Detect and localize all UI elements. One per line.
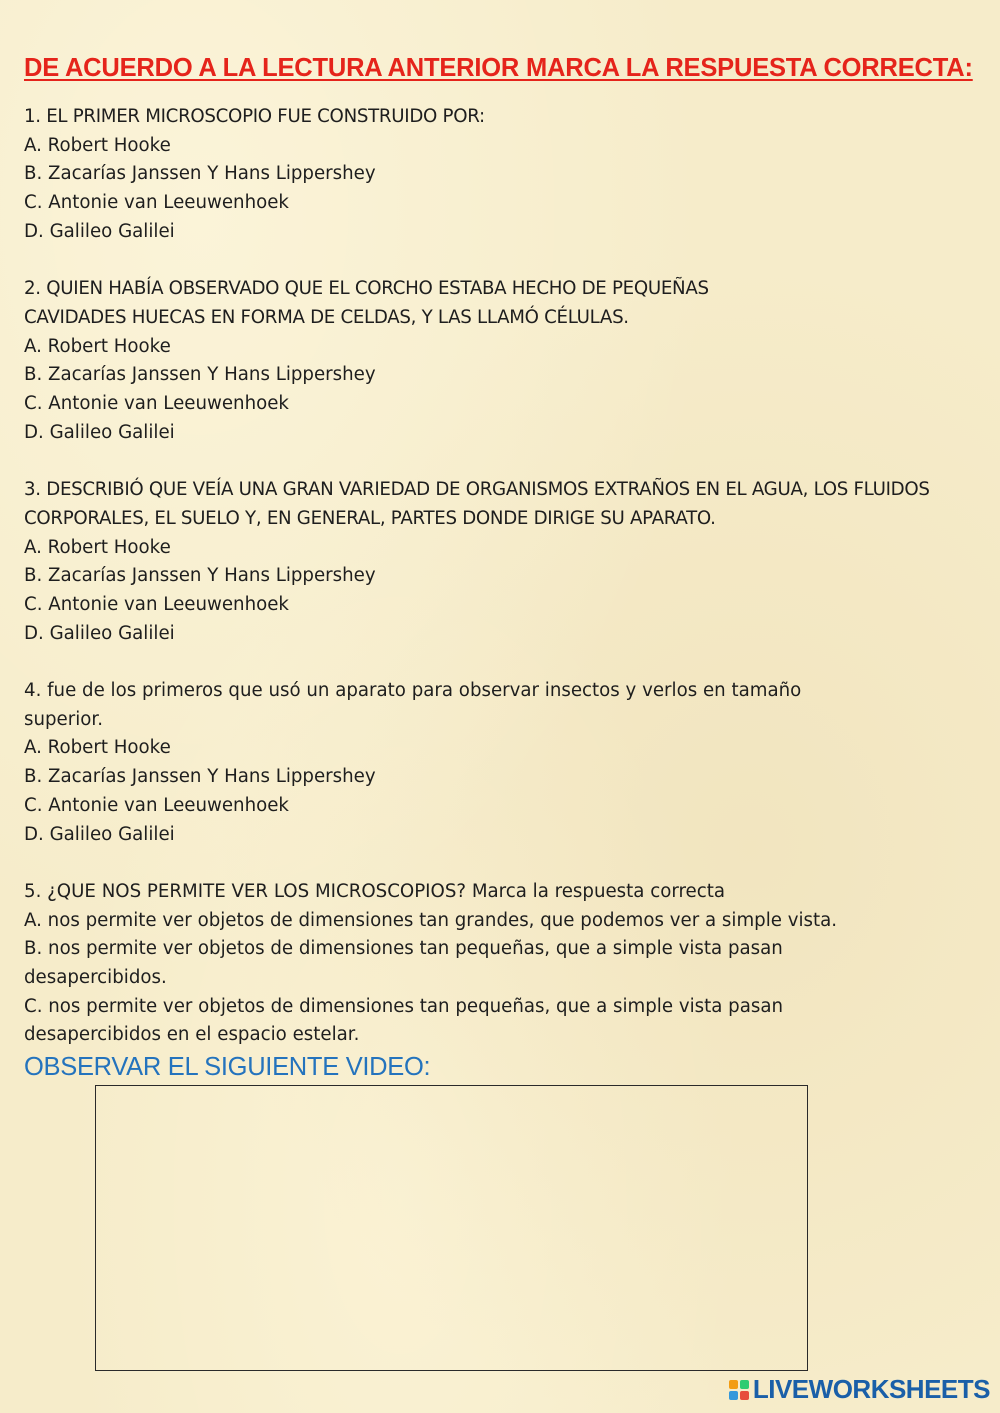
question-3 [24, 476, 984, 648]
brand-name: LIVEWORKSHEETS [752, 1374, 990, 1404]
question-2 [24, 275, 984, 447]
answer-option[interactable]: D. Galileo Galilei [24, 220, 175, 242]
question-list [24, 103, 984, 1050]
answer-option[interactable]: C. Antonie van Leeuwenhoek [24, 593, 289, 615]
answer-option[interactable]: D. Galileo Galilei [24, 622, 175, 644]
answer-option[interactable]: A. nos permite ver objetos de dimensiones tan grandes, que podemos ver a simple vista. [24, 909, 838, 931]
liveworksheets-brand[interactable] [729, 1374, 990, 1405]
answer-option[interactable]: B. Zacarías Janssen Y Hans Lippershey [24, 364, 376, 386]
question-stem: 1. EL PRIMER MICROSCOPIO FUE CONSTRUIDO POR: [24, 106, 485, 127]
question-4 [24, 677, 984, 849]
answer-option[interactable]: A. Robert Hooke [24, 536, 171, 558]
logo-square [740, 1380, 749, 1389]
question-stem: 2. QUIEN HABÍA OBSERVADO QUE EL CORCHO ESTABA HECHO DE PEQUEÑAS CAVIDADES HUECAS EN FORMA DE CELDAS, Y LAS LLAMÓ CÉLULAS. [24, 278, 709, 328]
logo-square [729, 1380, 738, 1389]
answer-option[interactable]: C. Antonie van Leeuwenhoek [24, 192, 289, 214]
answer-option[interactable]: C. nos permite ver objetos de dimensiones tan pequeñas, que a simple vista pasan desapercibidos en el espacio estelar. [24, 995, 784, 1046]
video-embed-frame[interactable] [95, 1085, 808, 1371]
question-1 [24, 103, 984, 247]
question-stem: 4. fue de los primeros que usó un aparato para observar insectos y verlos en tamaño superior. [24, 680, 802, 730]
answer-option[interactable]: B. Zacarías Janssen Y Hans Lippershey [24, 565, 376, 587]
answer-option[interactable]: C. Antonie van Leeuwenhoek [24, 794, 289, 816]
video-heading: OBSERVAR EL SIGUIENTE VIDEO: [24, 1053, 431, 1081]
answer-option[interactable]: B. Zacarías Janssen Y Hans Lippershey [24, 163, 376, 185]
question-stem: 3. DESCRIBIÓ QUE VEÍA UNA GRAN VARIEDAD DE ORGANISMOS EXTRAÑOS EN EL AGUA, LOS FLUIDOS CORPORALES, EL SUELO Y, EN GENERAL, PARTES DONDE DIRIGE SU APARATO. [24, 479, 930, 529]
question-stem: 5. ¿QUE NOS PERMITE VER LOS MICROSCOPIOS? Marca la respuesta correcta [24, 880, 726, 902]
answer-option[interactable]: B. nos permite ver objetos de dimensiones tan pequeñas, que a simple vista pasan desapercibidos. [24, 938, 783, 989]
question-5 [24, 878, 984, 1050]
logo-square [729, 1391, 738, 1400]
answer-option[interactable]: A. Robert Hooke [24, 335, 171, 357]
answer-option[interactable]: D. Galileo Galilei [24, 421, 175, 443]
worksheet-title: DE ACUERDO A LA LECTURA ANTERIOR MARCA LA RESPUESTA CORRECTA: [24, 54, 973, 82]
answer-option[interactable]: D. Galileo Galilei [24, 823, 175, 845]
answer-option[interactable]: C. Antonie van Leeuwenhoek [24, 393, 289, 415]
answer-option[interactable]: A. Robert Hooke [24, 134, 171, 156]
answer-option[interactable]: B. Zacarías Janssen Y Hans Lippershey [24, 766, 376, 788]
answer-option[interactable]: A. Robert Hooke [24, 737, 171, 759]
liveworksheets-logo-icon [729, 1380, 749, 1400]
logo-square [740, 1391, 749, 1400]
